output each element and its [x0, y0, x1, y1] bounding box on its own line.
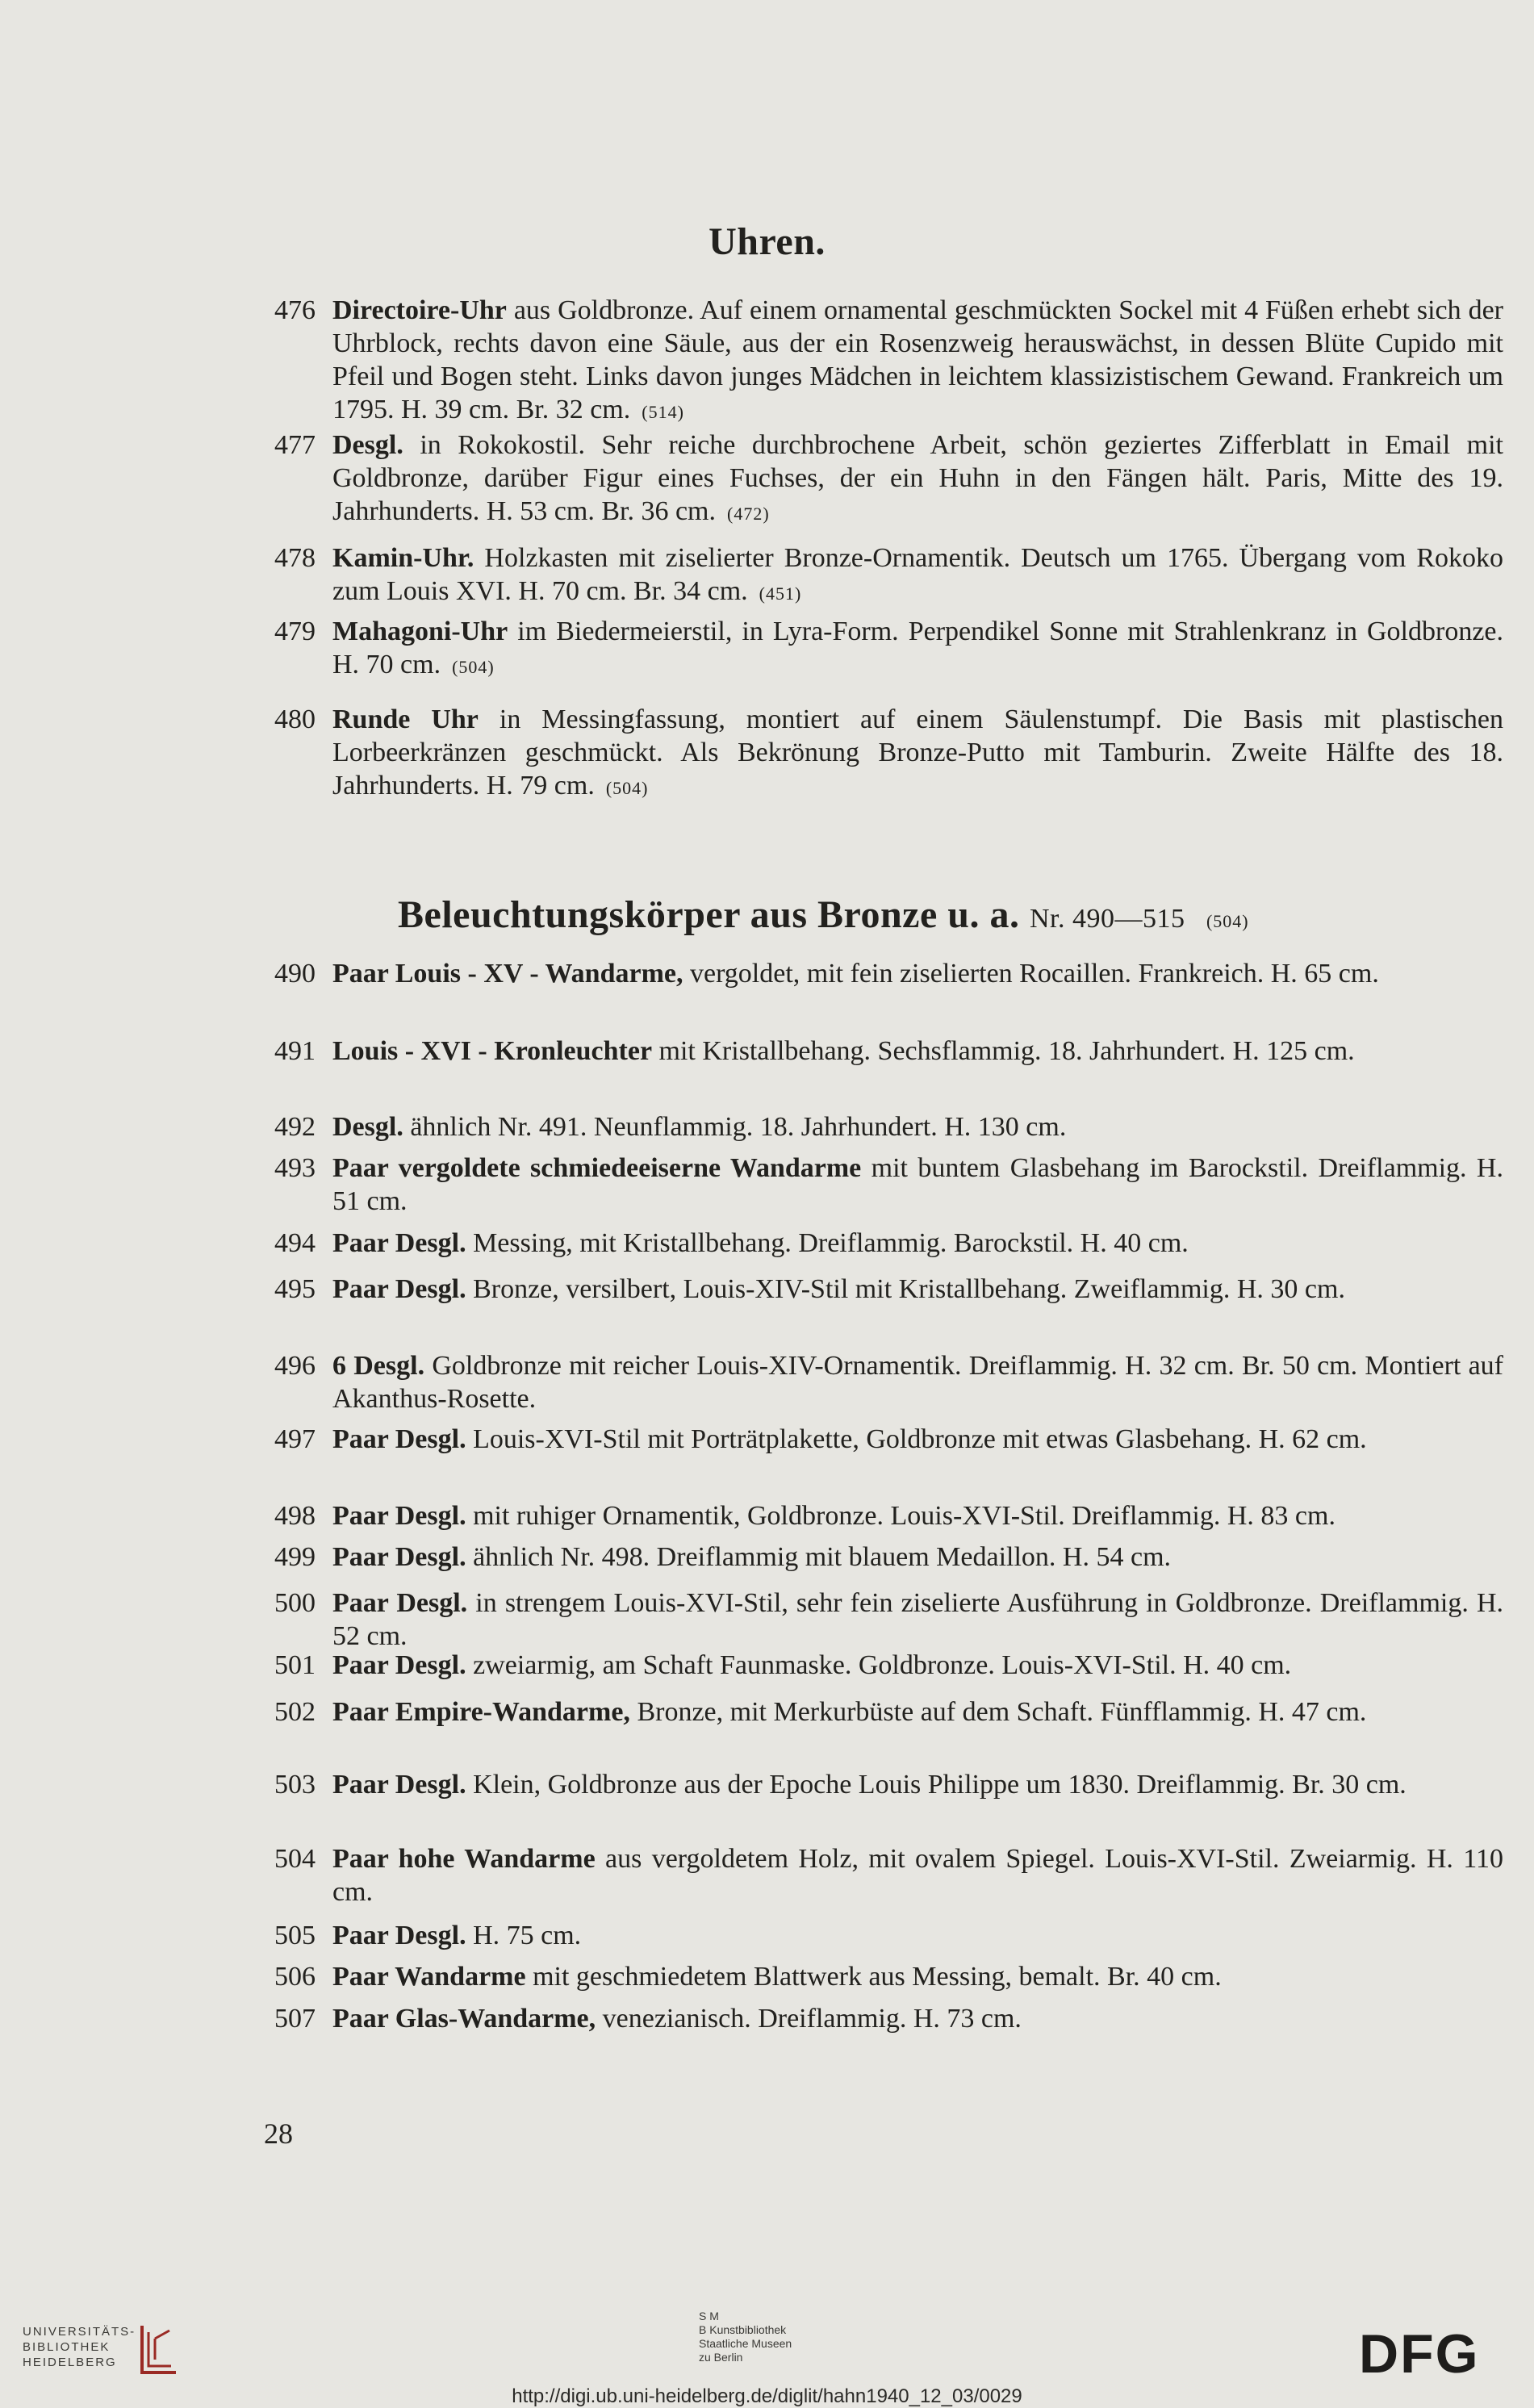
entry-name: Paar vergoldete schmiedeeiserne Wandarme — [332, 1153, 862, 1183]
catalogue-entry — [274, 615, 1503, 684]
catalogue-entry — [274, 294, 1503, 429]
entry-reference: (514) — [642, 402, 684, 422]
entry-description: venezianisch. Dreiflammig. H. 73 cm. — [596, 2004, 1022, 2034]
entry-number: 501 — [274, 1650, 316, 1680]
catalogue-entry — [274, 1695, 1503, 1729]
entry-name: Paar Empire-Wandarme, — [332, 1697, 630, 1727]
entry-number: 478 — [274, 543, 316, 573]
entry-body — [332, 1695, 1503, 1729]
footer — [0, 2300, 1534, 2407]
entry-body — [332, 1541, 1503, 1574]
catalogue-entry — [274, 1541, 1503, 1574]
catalogue-entry — [274, 1423, 1503, 1456]
entry-description: mit geschmiedetem Blattwerk aus Messing, bemalt. Br. 40 cm. — [525, 1962, 1222, 1992]
catalogue-entry — [274, 1035, 1503, 1068]
entry-body — [332, 1587, 1503, 1653]
entry-body — [332, 1349, 1503, 1415]
entry-description: in Messingfassung, montiert auf einem Säulenstumpf. Die Basis mit plastischen Lorbeerkränzen geschmückt. Als Bekrönung Bronze-Putto mit Tamburin. Zweite Hälfte des 18. Jahrhunderts. H. 79 cm. — [332, 704, 1503, 801]
entry-number: 492 — [274, 1112, 316, 1142]
entry-body — [332, 1842, 1503, 1908]
entry-body — [332, 1768, 1503, 1801]
entry-body — [332, 615, 1503, 684]
entry-number: 496 — [274, 1351, 316, 1381]
entry-number: 499 — [274, 1542, 316, 1572]
entry-number: 504 — [274, 1844, 316, 1874]
entry-description: mit buntem Glasbehang im Barockstil. Dreiflammig. H. 51 cm. — [332, 1153, 1503, 1216]
entry-name: Paar Louis - XV - Wandarme, — [332, 959, 683, 989]
entry-name: Paar Desgl. — [332, 1542, 466, 1572]
entry-body — [332, 1649, 1503, 1682]
entry-number: 476 — [274, 295, 316, 325]
entry-number: 498 — [274, 1501, 316, 1531]
catalogue-entry — [274, 1842, 1503, 1908]
library-logo-icon — [137, 2322, 182, 2381]
entry-body — [332, 1423, 1503, 1456]
entry-number: 503 — [274, 1770, 316, 1800]
entry-name: Paar Desgl. — [332, 1501, 466, 1531]
section-number-range: Nr. 490—515 — [1029, 904, 1185, 934]
catalogue-entry — [274, 1587, 1503, 1653]
section-reference: (504) — [1206, 911, 1249, 931]
entry-name: Kamin-Uhr. — [332, 543, 474, 573]
entry-number: 480 — [274, 704, 316, 734]
entry-body — [332, 541, 1503, 610]
entry-number: 491 — [274, 1036, 316, 1066]
entry-reference: (472) — [727, 504, 770, 524]
entry-description: Holzkasten mit ziselierter Bronze-Ornamentik. Deutsch um 1765. Übergang vom Rokoko zum Louis XVI. H. 70 cm. Br. 34 cm. — [332, 543, 1503, 606]
entry-description: aus vergoldetem Holz, mit ovalem Spiegel. Louis-XVI-Stil. Zweiarmig. H. 110 cm. — [332, 1844, 1503, 1907]
catalogue-entry — [274, 1110, 1503, 1143]
entry-body — [332, 1919, 1503, 1952]
entry-description: Messing, mit Kristallbehang. Dreiflammig. Barockstil. H. 40 cm. — [466, 1228, 1189, 1258]
entry-body — [332, 1273, 1503, 1306]
library-name-line: BIBLIOTHEK — [23, 2340, 111, 2354]
entry-description: H. 75 cm. — [466, 1921, 582, 1950]
section-title-beleuchtung — [398, 893, 1249, 937]
entry-body — [332, 1110, 1503, 1143]
entry-name: Paar Desgl. — [332, 1770, 466, 1800]
section-title-uhren: Uhren. — [708, 220, 826, 263]
entry-number: 500 — [274, 1588, 316, 1618]
entry-body — [332, 429, 1503, 530]
entry-number: 479 — [274, 617, 316, 646]
catalogue-entry — [274, 2002, 1503, 2035]
entry-reference: (504) — [452, 657, 495, 677]
entry-body — [332, 1152, 1503, 1218]
catalogue-entry — [274, 1349, 1503, 1415]
page-number: 28 — [264, 2117, 293, 2150]
section-title-text: Beleuchtungskörper aus Bronze u. a. — [398, 893, 1020, 936]
entry-number: 497 — [274, 1424, 316, 1454]
entry-name: Paar Desgl. — [332, 1588, 468, 1618]
entry-name: Paar Desgl. — [332, 1228, 466, 1258]
dfg-logo: DFG — [1359, 2323, 1480, 2385]
entry-description: im Biedermeierstil, in Lyra-Form. Perpendikel Sonne mit Strahlenkranz in Goldbronze. H. 70 cm. — [332, 617, 1503, 679]
library-name-line: HEIDELBERG — [23, 2356, 117, 2369]
stamp-line: S M — [699, 2310, 719, 2322]
entry-name: Directoire-Uhr — [332, 295, 507, 325]
catalogue-entry — [274, 429, 1503, 530]
entry-number: 477 — [274, 430, 316, 460]
entry-description: zweiarmig, am Schaft Faunmaske. Goldbronze. Louis-XVI-Stil. H. 40 cm. — [466, 1650, 1292, 1680]
entry-body — [332, 2002, 1503, 2035]
catalogue-entry — [274, 1499, 1503, 1532]
entry-number: 506 — [274, 1962, 316, 1992]
entry-description: in strengem Louis-XVI-Stil, sehr fein ziselierte Ausführung in Goldbronze. Dreiflammig. H. 52 cm. — [332, 1588, 1503, 1651]
catalogue-entry — [274, 1649, 1503, 1682]
catalogue-entry — [274, 703, 1503, 805]
entry-description: mit Kristallbehang. Sechsflammig. 18. Jahrhundert. H. 125 cm. — [652, 1036, 1355, 1066]
entry-number: 505 — [274, 1921, 316, 1950]
entry-name: Paar Wandarme — [332, 1962, 526, 1992]
catalogue-entry — [274, 1152, 1503, 1218]
museum-stamp — [699, 2310, 792, 2364]
entry-body — [332, 1960, 1503, 1993]
entry-name: Paar Glas-Wandarme, — [332, 2004, 596, 2034]
entry-reference: (451) — [759, 583, 802, 604]
entry-name: Louis - XVI - Kronleuchter — [332, 1036, 653, 1066]
entry-description: mit ruhiger Ornamentik, Goldbronze. Louis-XVI-Stil. Dreiflammig. H. 83 cm. — [466, 1501, 1335, 1531]
library-name — [23, 2324, 136, 2370]
entry-name: Paar Desgl. — [332, 1650, 466, 1680]
entry-body — [332, 957, 1503, 990]
entry-name: Desgl. — [332, 1112, 403, 1142]
entry-description: ähnlich Nr. 498. Dreiflammig mit blauem Medaillon. H. 54 cm. — [466, 1542, 1172, 1572]
entry-body — [332, 1499, 1503, 1532]
entry-description: Goldbronze mit reicher Louis-XIV-Ornamentik. Dreiflammig. H. 32 cm. Br. 50 cm. Montiert auf Akanthus-Rosette. — [332, 1351, 1504, 1414]
stamp-line: zu Berlin — [699, 2351, 743, 2364]
entry-number: 495 — [274, 1274, 316, 1304]
catalogue-entry — [274, 541, 1503, 610]
entry-name: Paar Desgl. — [332, 1274, 466, 1304]
entry-description: Klein, Goldbronze aus der Epoche Louis Philippe um 1830. Dreiflammig. Br. 30 cm. — [466, 1770, 1407, 1800]
catalogue-entry — [274, 1919, 1503, 1952]
entry-name: Runde Uhr — [332, 704, 479, 734]
library-name-line: UNIVERSITÄTS- — [23, 2325, 136, 2339]
entry-name: Desgl. — [332, 430, 403, 460]
entry-description: in Rokokostil. Sehr reiche durchbrochene Arbeit, schön geziertes Zifferblatt in Email mit Goldbronze, darüber Figur eines Fuchses, der ein Huhn in den Fängen hält. Paris, Mitte des 19. Jahrhunderts. H. 53 cm. Br. 36 cm. — [332, 430, 1503, 526]
catalogue-entry — [274, 957, 1503, 990]
stamp-line: B Kunstbibliothek — [699, 2323, 787, 2336]
entry-body — [332, 1227, 1503, 1260]
entry-number: 490 — [274, 959, 316, 989]
entry-name: Paar Desgl. — [332, 1424, 466, 1454]
entry-description: Louis-XVI-Stil mit Porträtplakette, Goldbronze mit etwas Glasbehang. H. 62 cm. — [466, 1424, 1367, 1454]
catalogue-entry — [274, 1960, 1503, 1993]
entry-number: 502 — [274, 1697, 316, 1727]
entry-description: Bronze, versilbert, Louis-XIV-Stil mit Kristallbehang. Zweiflammig. H. 30 cm. — [466, 1274, 1345, 1304]
catalogue-entry — [274, 1768, 1503, 1801]
entry-number: 493 — [274, 1153, 316, 1183]
entry-body — [332, 703, 1503, 805]
entry-name: Paar hohe Wandarme — [332, 1844, 596, 1874]
entry-number: 507 — [274, 2004, 316, 2034]
catalogue-entry — [274, 1227, 1503, 1260]
entry-reference: (504) — [605, 778, 649, 798]
entry-description: Bronze, mit Merkurbüste auf dem Schaft. Fünfflammig. H. 47 cm. — [629, 1697, 1367, 1727]
stamp-line: Staatliche Museen — [699, 2337, 792, 2350]
source-url[interactable]: http://digi.ub.uni-heidelberg.de/diglit/hahn1940_12_03/0029 — [512, 2385, 1022, 2407]
entry-body — [332, 294, 1503, 429]
entry-number: 494 — [274, 1228, 316, 1258]
entry-body — [332, 1035, 1503, 1068]
catalogue-entry — [274, 1273, 1503, 1306]
entry-description: ähnlich Nr. 491. Neunflammig. 18. Jahrhundert. H. 130 cm. — [403, 1112, 1067, 1142]
entry-description: aus Goldbronze. Auf einem ornamental geschmückten Sockel mit 4 Füßen erhebt sich der Uhrblock, rechts davon eine Säule, aus der ein Rosenzweig herauswächst, in dessen Blüte Cupido mit Pfeil und Bogen steht. Links davon junges Mädchen in leichtem klassizistischem Gewand. Frankreich um 1795. H. 39 cm. Br. 32 cm. — [332, 295, 1503, 424]
entry-name: Mahagoni-Uhr — [332, 617, 508, 646]
entry-name: Paar Desgl. — [332, 1921, 466, 1950]
entry-name: 6 Desgl. — [332, 1351, 425, 1381]
entry-description: vergoldet, mit fein ziselierten Rocaillen. Frankreich. H. 65 cm. — [683, 959, 1379, 989]
